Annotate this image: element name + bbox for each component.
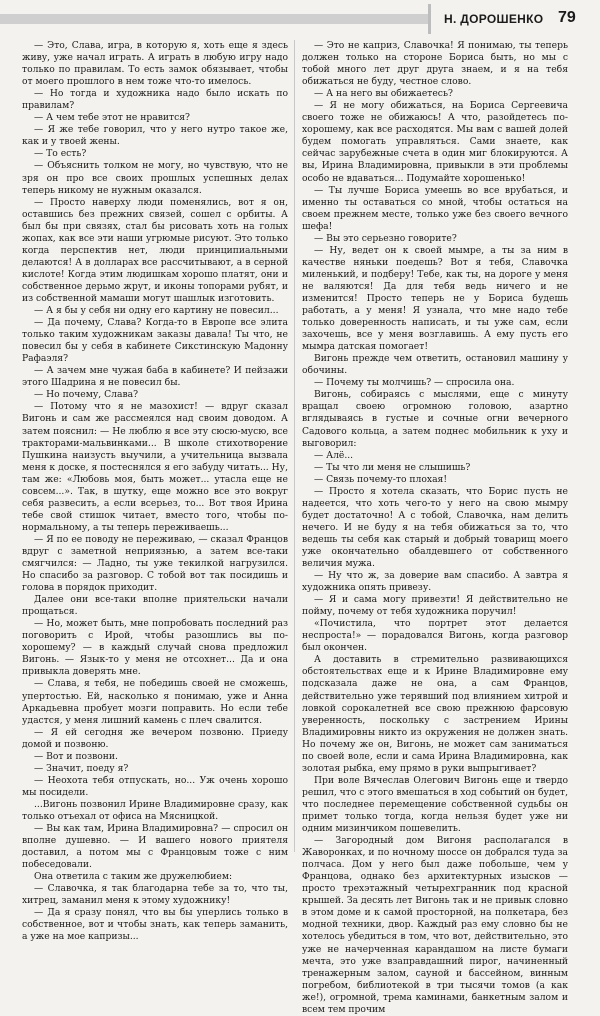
paragraph: — А чем тебе этот не нравится? bbox=[34, 112, 190, 124]
paragraph: — Вы это серьезно говорите? bbox=[314, 232, 457, 244]
paragraph: ...Вигонь позвонил Ирине Владимировне сразу, как только отъехал от офиса на Мясницкой. bbox=[22, 798, 288, 822]
paragraph: — Я не могу обижаться, на Бориса Сергеевича своего тоже не обижаюсь! А что, разойдетесь по-хорошему, как все расходятся. Мы вам с вашей долей будем помогать управляться. Сами знаете, как сейчас зарубежные счета в один миг блокируются. А вы, Ирина Владимировна, привыкли в эти проблемы особо не вдаваться... Подумайте хорошенько! bbox=[302, 100, 568, 184]
paragraph: — А зачем мне чужая баба в кабинете? И пейзажи этого Шадрина я не повесил бы. bbox=[22, 365, 288, 389]
paragraph: — Слава, я тебя, не победишь своей не сможешь, упертостью. Ей, насколько я понимаю, уже и Анна Аркадьевна пробует мозги поправить. Но если тебе удастся, у меня лишний камень с плеч свалится. bbox=[22, 678, 288, 726]
paragraph: — Ну что ж, за доверие вам спасибо. А завтра я художника опять привезу. bbox=[302, 570, 568, 594]
paragraph: Далее они все-таки вполне приятельски начали прощаться. bbox=[22, 594, 288, 618]
page-header bbox=[0, 0, 600, 34]
paragraph: — Значит, поеду я? bbox=[34, 762, 129, 774]
running-head-author: Н. ДОРОШЕНКО bbox=[444, 12, 544, 26]
paragraph: — Неохота тебя отпускать, но... Уж очень хорошо мы посидели. bbox=[22, 774, 288, 798]
paragraph: — Это, Слава, игра, в которую я, хоть еще я здесь живу, уже начал играть. А играть в любую игру надо только по правилам. То есть замок обязывает, чтобы от моего прошлого в нем тоже что-то имелось. bbox=[22, 40, 288, 88]
paragraph: — Это не каприз, Славочка! Я понимаю, ты теперь должен только на стороне Бориса быть, но мы с тобой много лет друг друга знаем, и я на тебя обижаться не буду, честное слово. bbox=[302, 40, 568, 88]
paragraph: Она ответила с таким же дружелюбием: bbox=[34, 871, 233, 883]
paragraph: — Я и сама могу привезти! Я действительно не пойму, почему от тебя художника поручил! bbox=[302, 594, 568, 618]
paragraph: — Ну, ведет он к своей мымре, а ты за ним в качестве няньки поедешь? Вот я тебя, Славочка миленький, и подберу! Тебе, как ты, на дороге у меня не валяются! Да для тебя ведь ничего и не изменится! Просто теперь не у Бориса будешь работать, а у меня! Я узнала, что мне надо тебе только доверенность написать, и ты уже сам, если захочешь, все у меня возглавишь. А ему пусть его мымра датская помогает! bbox=[302, 244, 568, 353]
paragraph: — Почему ты молчишь? — спросила она. bbox=[314, 377, 515, 389]
paragraph: — Просто я хотела сказать, что Борис пусть не надеется, что хоть чего-то у него на свою мымру будет достаточно! А с тобой, Славочка, нам делить нечего. И не буду я на тебя обижаться за то, что ведешь ты себя как старый и добрый товарищ моего уже окончательно обалдевшего от собственного величия мужа. bbox=[302, 485, 568, 570]
paragraph: — Ты что ли меня не слышишь? bbox=[314, 461, 471, 473]
left-column bbox=[22, 40, 288, 944]
paragraph: — Славочка, я так благодарна тебе за то, что ты, хитрец, заманил меня к этому художнику! bbox=[22, 883, 288, 907]
paragraph: — Но тогда и художника надо было искать по правилам? bbox=[22, 88, 288, 112]
paragraph: Вигонь прежде чем ответить, остановил машину у обочины. bbox=[302, 353, 568, 377]
paragraph: — Я по ее поводу не переживаю, — сказал Францов вдруг с заметной неприязнью, а затем все-таки смягчился: — Ладно, ты уже текилкой нагрузился. Но спасибо за разговор. С тобой вот так посидишь и голова в порядок приходит. bbox=[22, 533, 288, 594]
paragraph: — То есть? bbox=[34, 148, 87, 160]
paragraph: — Но почему, Слава? bbox=[34, 389, 139, 401]
paragraph: — А на него вы обижаетесь? bbox=[314, 88, 453, 100]
paragraph: — Связь почему-то плохая! bbox=[314, 473, 448, 485]
paragraph: — Объяснить толком не могу, но чувствую, что не зря он про все своих прошлых успешных делах теперь никому не нужным оказался. bbox=[22, 160, 288, 196]
paragraph: — Да я сразу понял, что вы бы уперлись только в собственное, вот и чтобы знать, как теперь заманить, а уже на мое капризы... bbox=[22, 907, 288, 943]
paragraph: Вигонь, собираясь с мыслями, еще с минуту вращал своею огромною головою, азартно вглядываясь в густые и сочные огни вечерного Садового кольца, а затем поднес мобильник к уху и выговорил: bbox=[302, 389, 568, 449]
paragraph: — Просто наверху люди поменялись, вот я он, оставшись без прежних связей, сошел с орбиты. А был бы при связях, стал бы рисовать хоть на голых жопах, как все эти наши угрюмые рисуют. Это только когда перспектив нет, люди принципиальными делаются! А в долларах все рассчитывают, а в серной кислоте! Когда этим людишкам хорошо платят, они и собственное дерьмо жрут, и иконы топорами рубят, и из собственной мамаши могут шашлык изготовить. bbox=[22, 196, 288, 304]
paragraph: — Вы как там, Ирина Владимировна? — спросил он вполне душевно. — И вашего нового приятеля доставил, а потом мы с Францовым тоже с ним побеседовали. bbox=[22, 823, 288, 871]
header-rule-bar bbox=[0, 14, 428, 24]
paragraph: «Почистила, что портрет этот делается неспроста!» — порадовался Вигонь, когда разговор был окончен. bbox=[302, 618, 568, 654]
paragraph: — Загородный дом Вигоня располагался в Жаворонках, и по ночному шоссе он добрался туда за полчаса. Дом у него был даже побольше, чем у Францова, однако без архитектурных изысков — просто трехэтажный четырехгранник под красной крышей. За десять лет Вигонь так и не привык словно в этом доме и к самой просторной, на полкетара, без модной техники, двор. Каждый раз ему словно бы не хотелось убедиться в том, что вот, действительно, это уже не начерченная карандашом на листе бумаги мечта, это уже взаправдашний пирог, начиненный тренажерным залом, сауной и бассейном, винным погребом, библиотекой в три тысячи томов (а как же!), огромной, трема каминами, банкетным залом и всем тем прочим bbox=[302, 835, 568, 1015]
paragraph: — Потому что я не мазохист! — вдруг сказал Вигонь и сам же рассмеялся над своим доводом. А затем пояснил: — Не люблю я все эту сюсю-мусю, все тракторами-мальвинками... В школе стихотворение Пушкина наизусть выучили, а учительница вызвала меня к доске, я постеснялся я его забуду читать... Ну, там же: «Любовь моя, быть может... утасла еще не совсем...». Так, в шутку, еще можно все это вокруг себя развесить, а если всерьез, то... Вот твоя Ирина тебе свой стишок читает, вместо того, чтобы по-нормальному, а ты теперь переживаешь... bbox=[22, 401, 288, 533]
column-divider bbox=[294, 40, 295, 852]
paragraph: — Я ей сегодня же вечером позвоню. Приеду домой и позвоню. bbox=[22, 726, 288, 750]
paragraph: — А я бы у себя ни одну его картину не повесил... bbox=[34, 305, 279, 317]
paragraph: — Я же тебе говорил, что у него нутро такое же, как и у твоей жены. bbox=[22, 124, 288, 148]
right-column bbox=[302, 40, 568, 1016]
paragraph: При воле Вячеслав Олегович Вигонь еще и твердо решил, что с этого вмешаться в ход событий он будет, что последнее перемещение собственной судьбы он примет только тогда, когда нельзя будет уже ни одним мизинчиком пошевелить. bbox=[302, 774, 568, 835]
paragraph: — Но, может быть, мне попробовать последний раз поговорить с Ирой, чтобы разошлись вы по-хорошему? — в каждый случай снова предложил Вигонь. — Язык-то у меня не отсохнет... Да и она привыкла доверять мне. bbox=[22, 618, 288, 678]
paragraph: — Да почему, Слава? Когда-то в Европе все элита только таким художникам заказы давала! Ты что, не повесил бы у себя в кабинете Сикстинскую Мадонну Рафаэля? bbox=[22, 317, 288, 365]
paragraph: — Вот и позвони. bbox=[34, 750, 118, 762]
page-number: 79 bbox=[558, 9, 576, 26]
paragraph: А доставить в стремительно развивающихся обстоятельствах еще и к Ирине Владимировне ему подсказала даже не она, а сам Францов, действительно уже терявший под влиянием хитрой и ловкой сорокалетней все свою прежнюю фарсовую уверенность, поскольку с застрением Ирины Владимировны никто из окружения не должен знать. Но почему же он, Вигонь, не может сам заниматься по своей воле, если и сама Ирина Владимировна, как золотая рыбка, ему прямо в руки выпрыгивает? bbox=[302, 654, 568, 774]
paragraph: — Алё... bbox=[314, 449, 354, 461]
paragraph: — Ты лучше Бориса умеешь во все врубаться, и именно ты оставаться со мной, чтобы остаться на своем прежнем месте, только уже без своего вечного шефа! bbox=[302, 184, 568, 232]
